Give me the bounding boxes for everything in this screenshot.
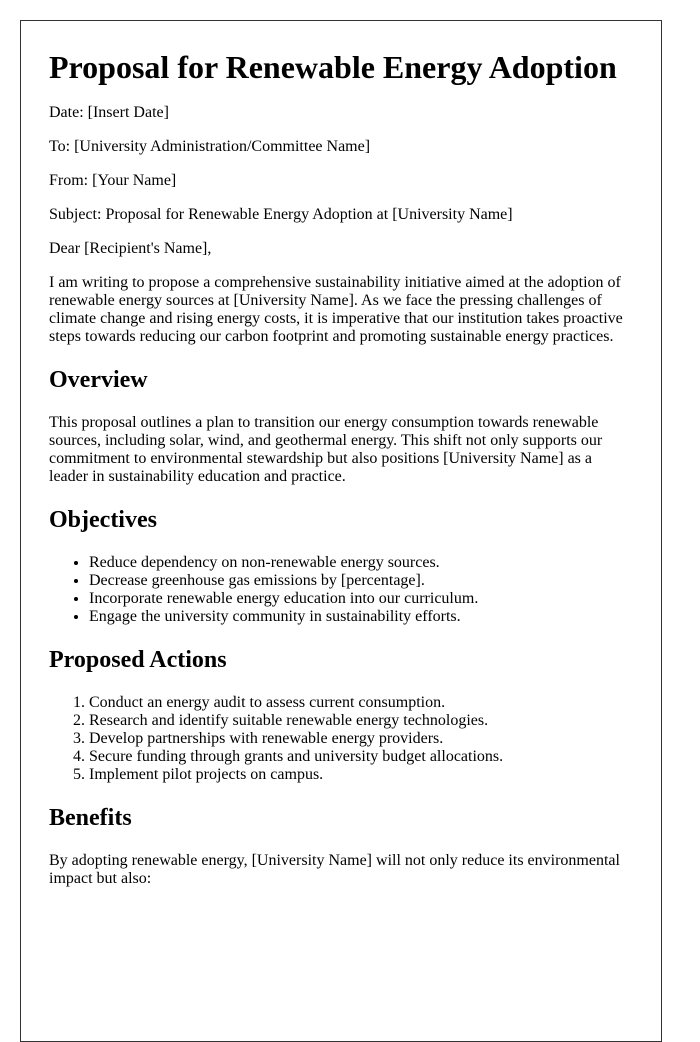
salutation: Dear [Recipient's Name], <box>49 240 212 257</box>
proposed-actions-heading: Proposed Actions <box>49 647 227 673</box>
subject-line: Subject: Proposal for Renewable Energy Adoption at [University Name] <box>49 206 513 223</box>
date-line: Date: [Insert Date] <box>49 104 169 121</box>
list-item: • Decrease greenhouse gas emissions by [percentage]. <box>89 572 633 590</box>
benefits-paragraph: By adopting renewable energy, [University Name] will not only reduce its environmental impact but also: <box>49 852 620 887</box>
list-item: 4. Secure funding through grants and university budget allocations. <box>89 748 633 766</box>
list-item: 3. Develop partnerships with renewable energy providers. <box>89 730 633 748</box>
objectives-list <box>49 554 633 626</box>
overview-paragraph: This proposal outlines a plan to transition our energy consumption towards renewable sources, including solar, wind, and geothermal energy. This shift not only supports our commitment to environmental stewardship but also positions [University Name] as a leader in sustainability education and practice. <box>49 414 603 485</box>
list-item: 1. Conduct an energy audit to assess current consumption. <box>89 694 633 712</box>
to-line: To: [University Administration/Committee Name] <box>49 138 371 155</box>
list-item: • Reduce dependency on non-renewable energy sources. <box>89 554 633 572</box>
proposed-actions-list <box>49 694 633 784</box>
list-item: 2. Research and identify suitable renewable energy technologies. <box>89 712 633 730</box>
list-item: 5. Implement pilot projects on campus. <box>89 766 633 784</box>
overview-heading: Overview <box>49 367 148 393</box>
benefits-heading: Benefits <box>49 805 132 831</box>
from-line: From: [Your Name] <box>49 172 177 189</box>
document-title: Proposal for Renewable Energy Adoption <box>49 49 617 85</box>
list-item: • Incorporate renewable energy education into our curriculum. <box>89 590 633 608</box>
document-page <box>20 20 662 1042</box>
objectives-heading: Objectives <box>49 507 157 533</box>
list-item: • Engage the university community in sustainability efforts. <box>89 608 633 626</box>
intro-paragraph: I am writing to propose a comprehensive sustainability initiative aimed at the adoption of renewable energy sources at [University Name]. As we face the pressing challenges of climate change and rising energy costs, it is imperative that our institution takes proactive steps towards reducing our carbon footprint and promoting sustainable energy practices. <box>49 274 623 345</box>
